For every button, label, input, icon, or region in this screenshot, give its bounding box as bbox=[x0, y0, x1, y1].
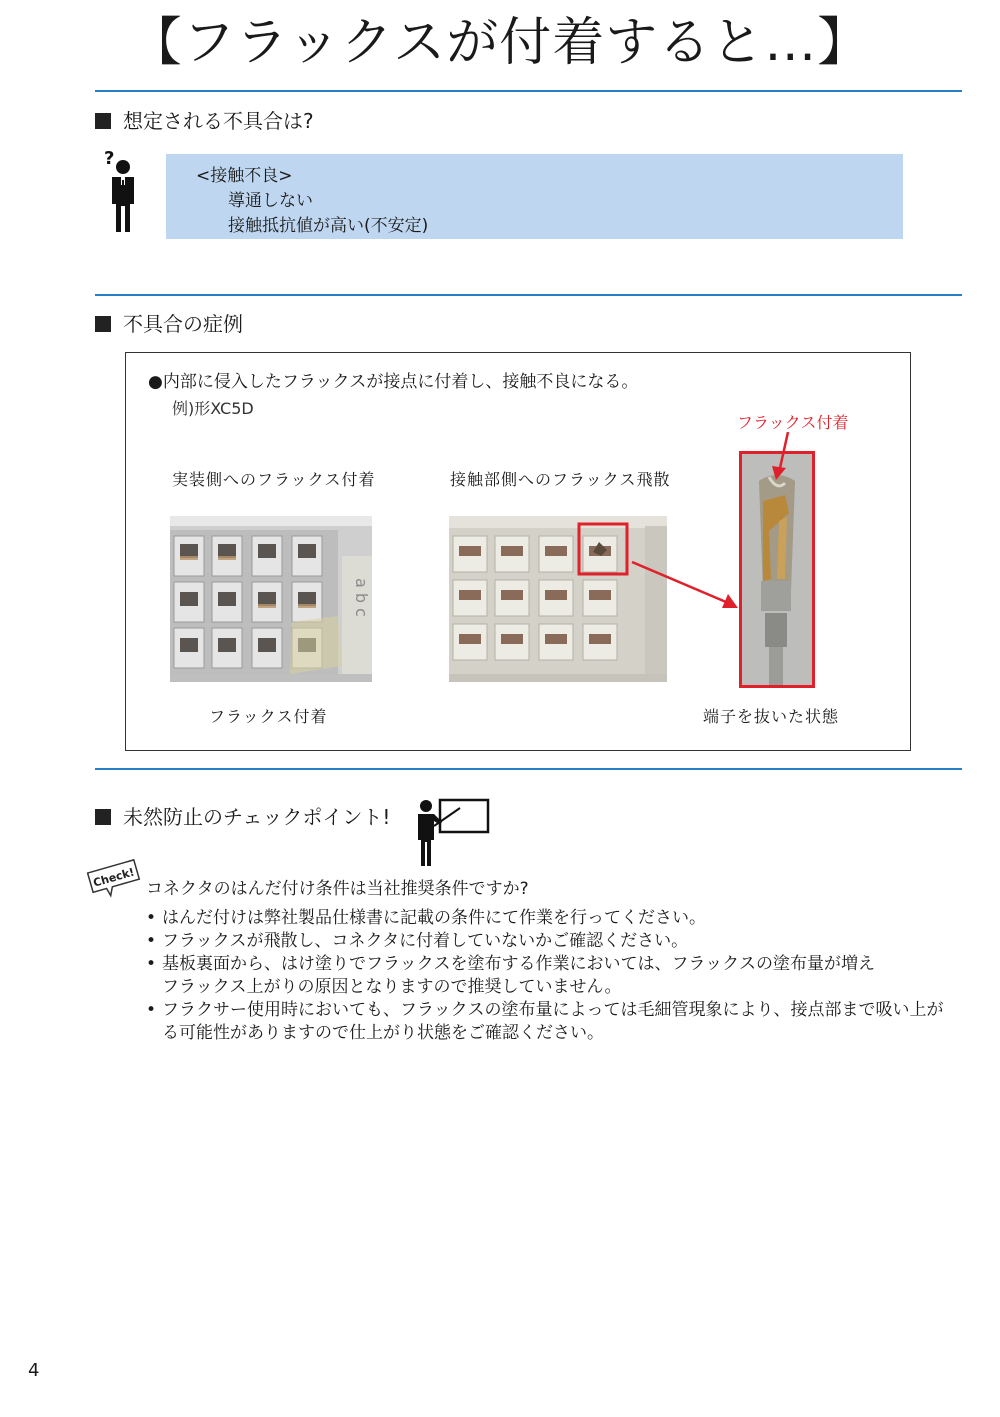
case-example: 例)形XC5D bbox=[172, 399, 254, 418]
list-item: • フラクサー使用時においても、フラックスの塗布量によっては毛細管現象により、接点部まで吸い上が る可能性がありますので仕上がり状態をご確認ください。 bbox=[146, 1000, 944, 1043]
divider bbox=[95, 294, 962, 296]
presenter-icon bbox=[412, 796, 492, 868]
mount-side-label: 実装側へのフラックス付着 bbox=[172, 470, 376, 489]
caption-right: 端子を抜いた状態 bbox=[703, 707, 840, 726]
contact-side-label: 接触部側へのフラックス飛散 bbox=[450, 470, 671, 489]
square-bullet-icon bbox=[95, 316, 111, 332]
square-bullet-icon bbox=[95, 809, 111, 825]
question-person-icon bbox=[98, 150, 142, 234]
divider bbox=[95, 768, 962, 770]
list-item-text: フラクサー使用時においても、フラックスの塗布量によっては毛細管現象により、接点部まで吸い上が る可能性がありますので仕上がり状態をご確認ください。 bbox=[162, 1000, 944, 1043]
list-item: • 基板裏面から、はけ塗りでフラックスを塗布する作業においては、フラックスの塗布量が増え フラックス上がりの原因となりますので推奨していません。 bbox=[146, 954, 875, 997]
checkpoint-list bbox=[146, 907, 966, 1045]
divider bbox=[95, 90, 962, 92]
list-item-text: フラックスが飛散し、コネクタに付着していないかご確認ください。 bbox=[162, 931, 689, 951]
list-item-text: 基板裏面から、はけ塗りでフラックスを塗布する作業においては、フラックスの塗布量が増え フラックス上がりの原因となりますので推奨していません。 bbox=[162, 954, 875, 997]
section-heading-text: 未然防止のチェックポイント! bbox=[123, 805, 391, 829]
svg-text:a b c: a b c bbox=[352, 578, 371, 617]
square-bullet-icon bbox=[95, 113, 111, 129]
check-badge-icon bbox=[84, 856, 144, 900]
caption-left: フラックス付着 bbox=[209, 707, 328, 726]
check-badge-text: Check! bbox=[91, 865, 136, 890]
flux-label: フラックス付着 bbox=[737, 413, 849, 432]
red-arrows bbox=[620, 432, 800, 612]
case-bullet: ●内部に侵入したフラックスが接点に付着し、接触不良になる。 bbox=[148, 372, 639, 392]
mount-side-photo bbox=[170, 516, 372, 682]
page-number: 4 bbox=[28, 1360, 40, 1381]
defect-item: 接触抵抗値が高い(不安定) bbox=[228, 216, 429, 236]
defect-title: <接触不良> bbox=[196, 166, 293, 186]
section-heading-text: 想定される不具合は? bbox=[123, 109, 314, 133]
list-item-text: はんだ付けは弊社製品仕様書に記載の条件にて作業を行ってください。 bbox=[162, 908, 706, 928]
page-title: 【フラックスが付着すると…】 bbox=[129, 13, 871, 73]
list-item: • はんだ付けは弊社製品仕様書に記載の条件にて作業を行ってください。 bbox=[146, 908, 706, 928]
list-item: • フラックスが飛散し、コネクタに付着していないかご確認ください。 bbox=[146, 931, 689, 951]
section-heading-text: 不具合の症例 bbox=[123, 312, 243, 336]
section-heading-cases bbox=[95, 311, 243, 337]
section-heading-defects bbox=[95, 108, 314, 134]
defect-box bbox=[166, 154, 903, 239]
section-heading-checkpoints bbox=[95, 804, 390, 830]
svg-text:?: ? bbox=[104, 150, 115, 169]
defect-item: 導通しない bbox=[228, 191, 313, 211]
check-question: コネクタのはんだ付け条件は当社推奨条件ですか? bbox=[146, 879, 529, 899]
